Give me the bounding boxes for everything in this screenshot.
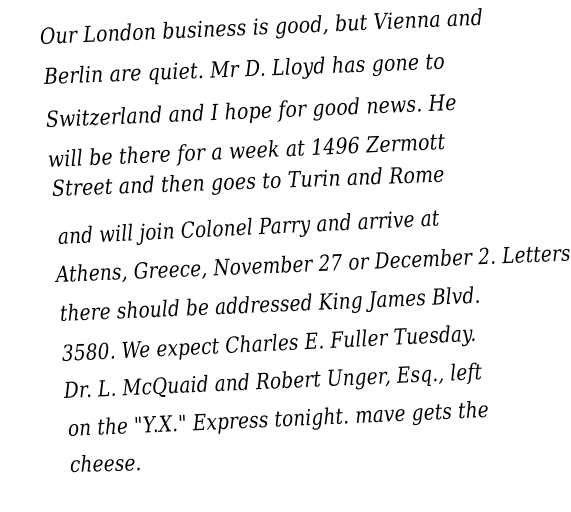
letter-line: Dr. L. McQuaid and Robert Unger, Esq., left bbox=[63, 360, 483, 404]
letter-line: Athens, Greece, November 27 or December 2. Letters bbox=[55, 241, 571, 288]
letter-line: Switzerland and I hope for good news. He bbox=[45, 90, 458, 133]
letter-line: Our London business is good, but Vienna and bbox=[39, 5, 484, 50]
letter-line: will be there for a week at 1496 Zermott bbox=[47, 129, 446, 173]
letter-line: 3580. We expect Charles E. Fuller Tuesday. bbox=[61, 321, 477, 367]
letter-line: Berlin are quiet. Mr D. Lloyd has gone to bbox=[43, 49, 446, 90]
letter-line: Street and then goes to Turin and Rome bbox=[51, 162, 446, 202]
letter-line: and will join Colonel Parry and arrive at bbox=[57, 206, 441, 250]
letter-line: on the "Y.X." Express tonight. mave gets the bbox=[67, 397, 490, 442]
letter-line: cheese. bbox=[69, 451, 142, 478]
letter-line: there should be addressed King James Blvd. bbox=[59, 283, 482, 327]
